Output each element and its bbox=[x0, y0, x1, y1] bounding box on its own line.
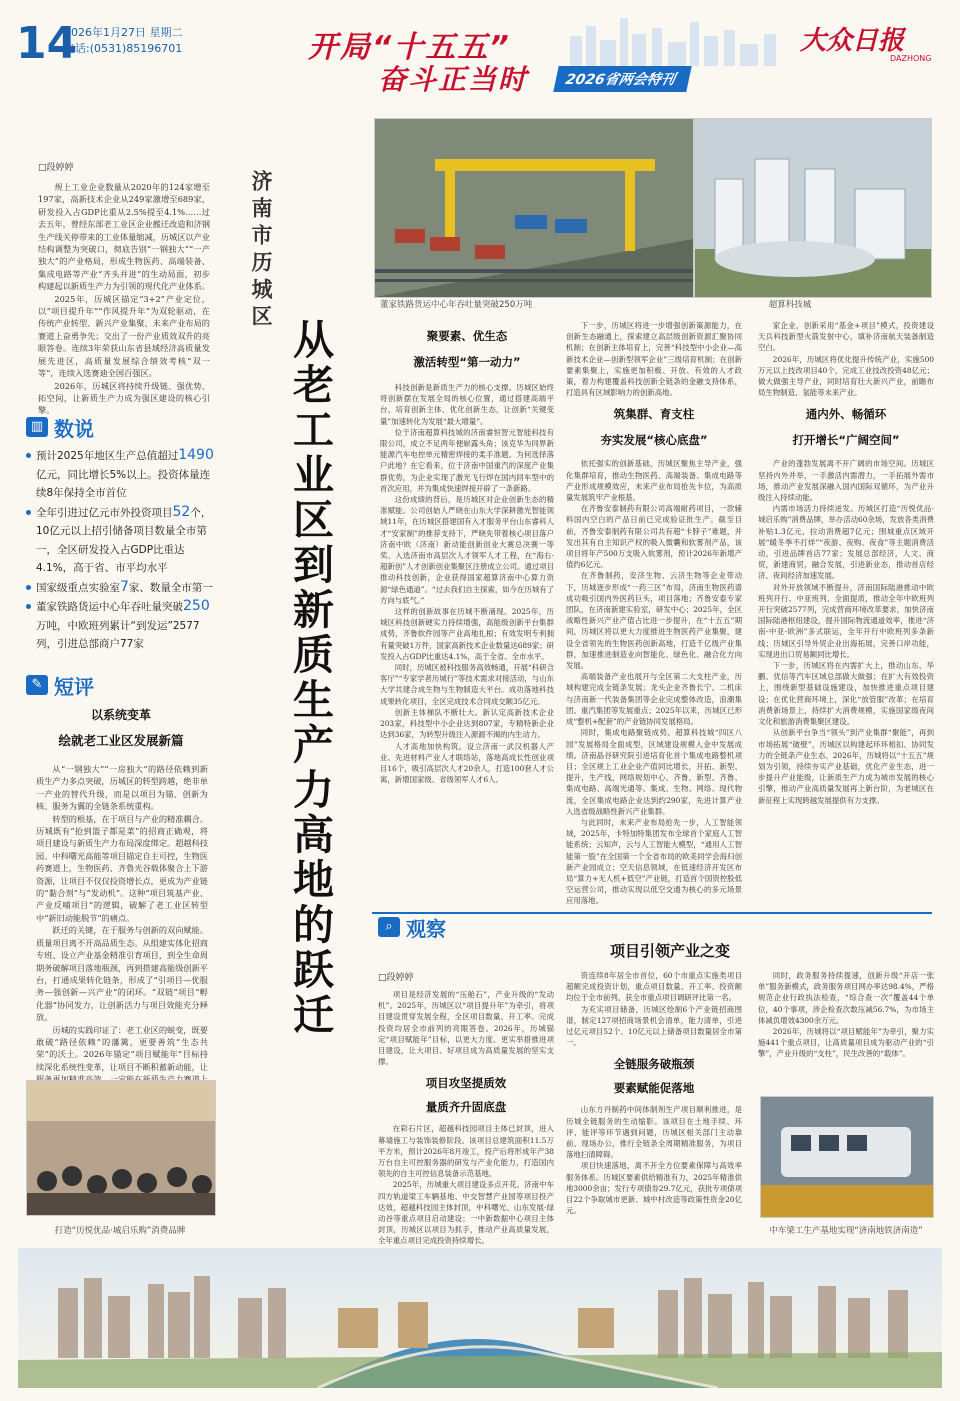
commentary-paragraph: 转型的根基，在于项目与产业的精准耦合。历城既有“抢到篮子都是菜”的招商正确观，将项目建设与新质生产力布局深度绑定。超越科技园、中科曙光高能等项目锚定自主可控，生物医药赛道上，生物医药、齐鲁光谷载体聚合上下游资源，让项目不仅仅投资增长点，更成为产业链的“黏合剂”与“发动机”。这种“项目筑基产业、产业反哺项目”的逻辑，破解了老工业区转型中“新旧动能脱节”的痛点。 bbox=[36, 813, 208, 923]
commentary-paragraph: 从“一钢独大”“一房独大”的路径依赖到新质生产力多点突破，历城区的转型跨越，绝非单一产业的替代升级，而是以项目为锚、创新为核、服务为翼的全链条系统重构。 bbox=[36, 764, 208, 812]
special-issue-badge: 2026省两会特刊 bbox=[553, 66, 691, 92]
consumer-photo-caption: 打造“历悦优品·城启乐购”消费品牌 bbox=[54, 1226, 186, 1236]
article-paragraph: 2026年，历城区将优化提升传统产业，实施500万元以上技改项目40个，完成工业技改投资48亿元；做大做强主导产业，同时培育壮大新兴产业，前瞻布局生物制造、氢能等未来产业。 bbox=[758, 354, 934, 398]
article-column-3 bbox=[758, 320, 934, 806]
newspaper-logo-sub: DAZHONG bbox=[890, 54, 932, 63]
section2-headline-1: 筑集群、育支柱 bbox=[613, 407, 695, 422]
article-paragraph: 同时，集成电路聚链成势。超算科技城“四区八园”发展格局全面成型，区域建设规模入金中发展成绩。济南晶谷研究院引进培育化首个集成电路整机项目；全区规上工业企业产值同比增长，开拓、新型、提升，生产线，网络规划中心、齐鲁、新型、齐鲁、集成电路、高端光通等、集成、生物、网络、现代物流，全区集成电路企业达到约290家，先进计算产业入选省级战略性新兴产业集群。 bbox=[566, 728, 742, 816]
commentary-section bbox=[26, 672, 216, 1098]
intro-byline: □段婷婷 bbox=[38, 163, 74, 173]
observation-sub2-headline-1: 全链服务破瓶颈 bbox=[613, 1057, 695, 1072]
article-paragraph: 项目快速落地，离不开全方位要素保障与高效率服务体系。历城区要素供给精准有力，2025年精准供地3000余亩；发行专项债券29.7亿元，获批专项债项目22个争取城市更新、城中村改造等政策性资金20亿元。 bbox=[566, 1161, 742, 1216]
article-paragraph: 创新主体梯队不断壮大。新认定高新技术企业203家，科技型中小企业达到807家，专精特新企业达到36家，为转型升级注入源源不竭的内生动力。 bbox=[380, 707, 554, 740]
section3-text bbox=[758, 458, 934, 805]
article-paragraph: 这样的创新故事在历城不断涌现。2025年，历城区科技创新硬实力持续增强，高能级创新平台集群成势，齐鲁软件园等产业高地扎根；有效发明专利拥有量突破1万件，国家高新技术企业数量达689家；研发投入占GDP比重达4.1%，高于全省、全市水平。 bbox=[380, 607, 555, 661]
article-paragraph: 与此同时，未来产业布局抢先一步，人工智能领域，2025年，卡特加特集团发布全球首个家庭人工智能系统；云知声，云与人工智能大模型，“通用人工智能第一股”在全国第一个全省布局的欧美同学会海归创新产业园成立；空天信息领域，在低速经济开发区布局“算力+无人机+低空”产业链，打造首个国资控股低空运营公司，推动实现以低空交通为核心的多元场景应用落地。 bbox=[566, 817, 742, 906]
observation-intro bbox=[378, 989, 554, 1067]
metro-photo-caption: 中车梁工生产基地实现“济南地铁济南造” bbox=[769, 1226, 923, 1236]
article-paragraph: 这份成绩的背后，是历城区对企业创新生态的精准赋能。公司创始人严晓在山东大学深耕激光智能领域11年，在历城区搭建国有入才服务平台山东睿科人才“安家制”的推荐支持下，严晓先带着核心项目落户济南中欧（济南）新动能创新创业大赛总决赛一等奖、入选济南市高层次人才领军人才工程，在“海右·超新创”人才创新创业集聚区注册成立公司。通过项目推动科技创新，企业获得国家超算济南中心算力资源“绿色通道”。“过去我们自主探索，如今在历城有了方向与底气。” bbox=[380, 495, 554, 605]
intro-text bbox=[38, 181, 210, 417]
page-number: 14 bbox=[16, 18, 78, 69]
railway-photo-caption: 董家铁路货运中心年吞吐量突破250万吨 bbox=[380, 300, 533, 310]
newspaper-logo: 大众日报 bbox=[800, 26, 905, 56]
intro-paragraph: 2026年，历城区将持续升级链、强优势、拓空间，让新质生产力成为强区建设的核心引擎。 bbox=[38, 380, 210, 416]
data-item: 预计2025年地区生产总值超过1490亿元，同比增长5%以上。投资体量连续8年保持全市首位 bbox=[26, 446, 216, 503]
commentary-header bbox=[26, 672, 216, 698]
section1-headline-2: 激活转型“第一动力” bbox=[413, 355, 521, 369]
observation-title: 观察 bbox=[406, 916, 446, 941]
commentary-headline-1: 以系统变革 bbox=[90, 708, 151, 722]
observation-col3-text bbox=[758, 970, 934, 1060]
section2-headline-2: 夯实发展“核心底盘” bbox=[600, 433, 708, 448]
district-name: 济南市历城区 bbox=[249, 170, 274, 332]
observation-column-1 bbox=[378, 970, 554, 1247]
observation-sub1-headline-1: 项目攻坚提质效 bbox=[425, 1076, 507, 1091]
article-paragraph: 人才高地加快构筑。设立济南一武汉机器人产业、先进材料产业人才联络站，落地高成长性创业项目16个，吸引高层次人才20余人，打造100套人才公寓，新增国家级、省级领军人才6人。 bbox=[380, 741, 554, 785]
observation-sub1-headline-2: 量质齐升固底盘 bbox=[425, 1100, 507, 1115]
banner-title-line2: 奋斗正当时 bbox=[378, 63, 529, 96]
article-paragraph: 在彩石片区，超越科技园项目主体已封顶，进入幕墙施工与装饰装修阶段。该项目总建筑面积11.5万平方米，预计2026年8月竣工，投产后将形成年产38万台自主可控服务器的研发与产业化能力，打造国内领先的自主可控信息装备示范基地。 bbox=[378, 1124, 554, 1179]
observation-divider bbox=[372, 912, 932, 914]
chart-icon: ▥ bbox=[26, 417, 48, 437]
intro-paragraph: 规上工业企业数量从2020年的124家增至197家，高新技术企业从249家激增至689家，研发投入占GDP比重从2.5%提至4.1%……过去五年，曾经东部老工业区企业搬迁改造和济钢生产线关停带来的工业体量缩减，历城区以产业结构调整为突破口，彻底告别“一钢独大”“一产独大”的产业格局，形成生物医药、高端装备、集成电路等产业“齐头并进”的生动局面，初步构建起以新质生产力为引领的现代化产业体系。 bbox=[38, 182, 210, 292]
observation-column-3 bbox=[758, 970, 934, 1060]
article-paragraph: 产业的蓬勃发展离不开广阔的市场空间。历城区坚持内外并举，一手激活内需潜力，一手拓展外需市场，推动产业发展深融入国内国际双循环，为产业升级注入持续动能。 bbox=[758, 459, 934, 503]
article-column-1 bbox=[380, 328, 554, 785]
observation-sub2-text bbox=[566, 1104, 742, 1216]
commentary-title: 短评 bbox=[54, 674, 94, 699]
railway-freight-photo bbox=[374, 118, 694, 298]
article-paragraph: 内需市场活力持续迸发。历城区打造“历悦优品·城启乐购”消费品牌，举办活动60余场，发放各类消费补贴1.3亿元，拉动消费超7亿元；围城重点区域开展“暖冬季不打烊”“夜游、夜购、夜食”等主题消费活动，引进品牌首店77家；发展总部经济，人文、商贸，新建商贸，融合发展，引进新业态，推动首店经济、夜间经济加速发展。 bbox=[758, 504, 934, 581]
article-paragraph: 下一步，历城区将在内需扩大上，推动山东、华鹏、优信等汽车区域总部做大做强；在扩大有效投资上，围绕新型基础设施建设，加快推进重点项目建设；在优化营商环境上，深化“放管服”改革；在培育消费新场景上，持续扩大消费规模，实施国家级夜间文化和旅游消费集聚区建设。 bbox=[758, 661, 934, 727]
article-paragraph: 从创新平台争当“领头”到产业集群“聚能”，再到市场拓展“破壁”，历城区以构建起环环相扣、协同发力的全链条产业生态。2026年，历城将以“十五五”规划为引领，持续夯实产业基础，优化产业生态，进一步提升产业能级，让新质生产力成为城市发展的核心引擎，推动产业高质量发展再上新台阶，为老城区在新征程上实现跨越发展提供有力支撑。 bbox=[758, 728, 934, 805]
article-column-2 bbox=[566, 320, 742, 907]
metro-factory-photo bbox=[760, 1096, 934, 1218]
section3-headline-1: 通内外、畅循环 bbox=[805, 407, 887, 422]
observation-headline: 项目引领产业之变 bbox=[609, 942, 730, 960]
data-item: 全年引进过亿元市外投资项目52个，10亿元以上招引储备项目数量全市第一，全区研发投入占GDP比重达4.1%，高于省、市平均水平 bbox=[26, 503, 216, 578]
magnifier-icon: ⌕ bbox=[378, 917, 400, 937]
article-paragraph: 在齐鲁安泰制药有限公司高端耐药项目，一款辅料国内空白的产品日前已完成验证批生产。截至目前，齐鲁安泰制药有限公司共有超“卡脖子”难题，并发出其有自主知识产权的吸入微囊和软雾剂产品，该项目将年产500万支吸入软雾剂，预计2026年新增产值约6亿元。 bbox=[566, 504, 742, 570]
skyline-icon bbox=[560, 6, 790, 66]
section1-headline-1: 聚要素、优生态 bbox=[426, 329, 508, 343]
supercomputing-caption: 超算科技城 bbox=[768, 300, 812, 310]
data-item: 国家级重点实验室7家、数量全市第一 bbox=[26, 578, 216, 598]
commentary-headline-2: 绘就老工业区发展新篇 bbox=[58, 733, 184, 748]
column3-text-top bbox=[758, 320, 934, 398]
article-paragraph: 依托强实的创新基础，历城区聚焦主导产业，强化集群培育，推动生物医药、高端装备、集成电路等产业形成规模效应，未来产业布局抢先卡位，为高质量发展筑牢产业根基。 bbox=[566, 459, 742, 503]
section3-headline-2: 打开增长“广阔空间” bbox=[792, 433, 900, 448]
city-panorama-photo bbox=[18, 1248, 942, 1388]
article-paragraph: 高端装备产业也展开与全区第二大支柱产业，历城构建完成全链条发展；龙头企业齐鲁长宁、二机床与济南新一代装备集团等企业完成整体改造，浪潮集团、重汽集团等发展重点；2025年以来，历城区已形成“整机+配套”的产业链协同发展格局。 bbox=[566, 672, 742, 727]
observation-col2-text bbox=[566, 970, 742, 1048]
main-headline: 从老工业区到新质生产力高地的跃迁 bbox=[286, 318, 334, 1038]
observation-sub1-text bbox=[378, 1123, 554, 1246]
article-paragraph: 2025年，历城重大项目建设多点开花。济南中车四方轨道梁工车辆基地、中交智慧产业园等项目投产达效，超越科技园主体封顶，中科曙光、山东发展·绿动谷等重点项目启动建设；一中新数据中心项目主体封顶，历城区以项目为抓手，推动产业高质量发展，全年重点项目完成投资持续增长。 bbox=[378, 1180, 554, 1246]
column2-text bbox=[566, 320, 742, 398]
data-item: 董家铁路货运中心年吞吐量突破250万吨，中欧班列累计“到发运”2577列，引进总部商户77家 bbox=[26, 597, 216, 654]
commentary-paragraph: 跃迁的关键，在于服务与创新的双向赋能。质量项目离不开高品质生态。从组建实体化招商专班、设立产业基金精准引育项目，到全生命周期务破解项目落地瓶颈，再到搭建高能级创新平台，打通成果转化链条，形成了“引项目—优服务—强创新—兴产业”的闭环。“双链”项目“孵化器”协同发力，让创新活力与项目效能充分释放。 bbox=[36, 925, 208, 1023]
observation-header bbox=[378, 914, 446, 940]
article-paragraph: 2026年，历城将以“项目赋能年”为牵引，聚力实施441个重点项目，让高质量项目成为驱动产业的“引擎”，产业升级的“支柱”，民生改善的“载体”。 bbox=[758, 1027, 934, 1059]
observation-sub2-headline-2: 要素赋能促落地 bbox=[613, 1081, 695, 1096]
date-line: 2026年1月27日 星期二 bbox=[64, 26, 183, 39]
article-paragraph: 山东方丹制药中间体制剂生产项目顺利推进，是历城全链服务的生动缩影。该项目在土地手续、环评、能评等环节遇到问题，历城区相关部门主动靠前、现场办公，推行全链条全周期精准服务，为项目落地扫清障碍。 bbox=[566, 1105, 742, 1160]
banner-title-line1: 开局“十五五” bbox=[308, 30, 511, 65]
section2-text bbox=[566, 458, 742, 906]
observation-byline: □段婷婷 bbox=[378, 973, 414, 983]
page-header bbox=[0, 0, 960, 100]
consumer-brand-photo bbox=[26, 1080, 216, 1216]
data-section bbox=[26, 414, 216, 654]
article-paragraph: 在齐鲁制药，安济生物、云济生物等企业带动下，历城逐步形成“一药三区”布局，济南生物医药谱成功吸引国内外医药巨头，项目落地；齐鲁安泰专家团队，在济南新建实验室，研发中心；2025年，全区战略性新兴产业产值占比进一步提升，在“十五五”期间，历城区将以更大力度推进生物医药产业集聚，建设全省领先的生物医药创新高地，打造千亿级产业集群，加速推进制造业向智能化、绿色化、融合化方向发展。 bbox=[566, 571, 742, 671]
pen-icon: ✎ bbox=[26, 675, 48, 695]
data-section-header bbox=[26, 414, 216, 440]
commentary-paragraph: 历城的实践印证了：老工业区的蜕变，既要敢破“路径依赖”的藩篱，更要善筑“生态共荣”的沃土。2026年锚定“项目赋能年”目标持续深化系统性变革，让项目不断积蓄新动能，让 bbox=[36, 1024, 208, 1072]
article-paragraph: 项目是经济发展的“压舱石”，产业升级的“发动机”。2025年，历城区以“项目提升年”为牵引，将项目建设贯穿发展全程，全区项目数量、开工率、完成投资均居全市前列的亮眼答卷。2026年，历城锚定“项目赋能年”目标，以更大力度、更实举措推进项目建设，让大项目、好项目成为高质量发展的坚实支撑。 bbox=[378, 990, 554, 1067]
intro-paragraph: 2025年，历城区锚定“3+2”产业定位，以“项目提升年”“作风提升年”为双轮驱动，在传统产业转型、新兴产业集聚、未来产业布局的赛道上奋勇争先；交出了一份产业质效双升的亮眼答卷。连续3年荣获山东省县域经济高质量发展先进区，高质量发展综合绩效考核“双一等”，连续入选赛迪全国百强区。 bbox=[38, 293, 210, 379]
data-list bbox=[26, 446, 216, 654]
article-paragraph: 为充实项目储备，历城区绘制6个产业链招商图谱，制定127项招商场景机会清单，能力清单，引进过亿元项目52个、10亿元以上储备项目数量居全市第一。 bbox=[566, 1004, 742, 1048]
section1-text bbox=[380, 382, 554, 785]
article-paragraph: 下一步，历城区将进一步增强创新策源能力，在创新生态融通上，探索建立高层级创新资源汇聚协同机制；在创新主体培育上，完善“科技型中小企业—高新技术企业—创新型领军企业”三级培育机制；在创新要素集聚上，实施更加积极、开放、有效的人才政策，着力构建覆盖科技创新全链条的金融支持体系，打造具有区域影响力的创新高地。 bbox=[566, 321, 742, 398]
supercomputing-city-photo bbox=[694, 118, 932, 298]
data-section-title: 数说 bbox=[54, 416, 94, 441]
article-paragraph: 同时，政务服务持续提速，创新升级“开店一张单”服务新模式，政务服务项目网办率达98.4%，严格规范企业行政执法检查，“综合查一次”覆盖44个单位，40个事项，涉企检查次数压减56.7%，为市场主体减负增效4300余万元。 bbox=[758, 971, 934, 1025]
article-paragraph: 同时，历城区被科技服务高效畅通，开展“科研合客厅”“专家学者历城行”等技术需求对接活动，与山东大学共建合成生物与生物制造大平台。成功落地科技成果转化项目，全区完成技术合同成交额35亿元。 bbox=[380, 663, 554, 706]
editor-line: 电话:(0531)85196701 bbox=[64, 42, 183, 55]
article-paragraph: 家企业，创新采用“基金+项目”模式，投资建设天兵科技新型火箭发射中心，填补济南航天装备制造空白。 bbox=[758, 321, 934, 353]
article-paragraph: 位于济南超算科技城的济南睿恒智元智能科技有限公司，成立不足两年便崭露头角；该克华为同界新能源汽车电控单元精密焊接的柔手准题。为何选择落户此地？在它看来，位于济南中国重汽的深度产业集群优势，为企业实现了激光飞行焊在国内同车型中的首次应用，并为集成快速焊接开辟了一条新路。 bbox=[380, 427, 554, 493]
observation-column-2 bbox=[566, 970, 742, 1216]
article-paragraph: 科技创新是新质生产力的核心支撑。历城区始终将创新摆在发展全局的核心位置，通过搭建高端平台、培育创新主体、优化创新生态，让创新“关键变量”加速转化为发展“最大增量”。 bbox=[380, 383, 554, 426]
commentary-text bbox=[26, 763, 208, 1098]
article-paragraph: 对外开放领域不断提升，济南国际陆港推动中欧班列开行、中亚班列、全面提质，推动全年中欧班列开行突破2577列，完成营商环境改革要求，加快济南国际陆港枢纽建设，提升国际物流通道效率，推进“济南-中亚-欧洲”多式联运，全年开行中欧班列多条新线；历城区引导外贸企业出海拓展，完善口岸功能，实现进出口贸易额同比增长。 bbox=[758, 582, 934, 659]
intro-block bbox=[38, 160, 210, 417]
article-paragraph: 资连续8年居全市首位，60个市重点实施类项目超额完成投资计划，重点项目数量、开工率、投资额均位于全市前列，获全市重点项目调研评比第一名。 bbox=[566, 971, 742, 1003]
